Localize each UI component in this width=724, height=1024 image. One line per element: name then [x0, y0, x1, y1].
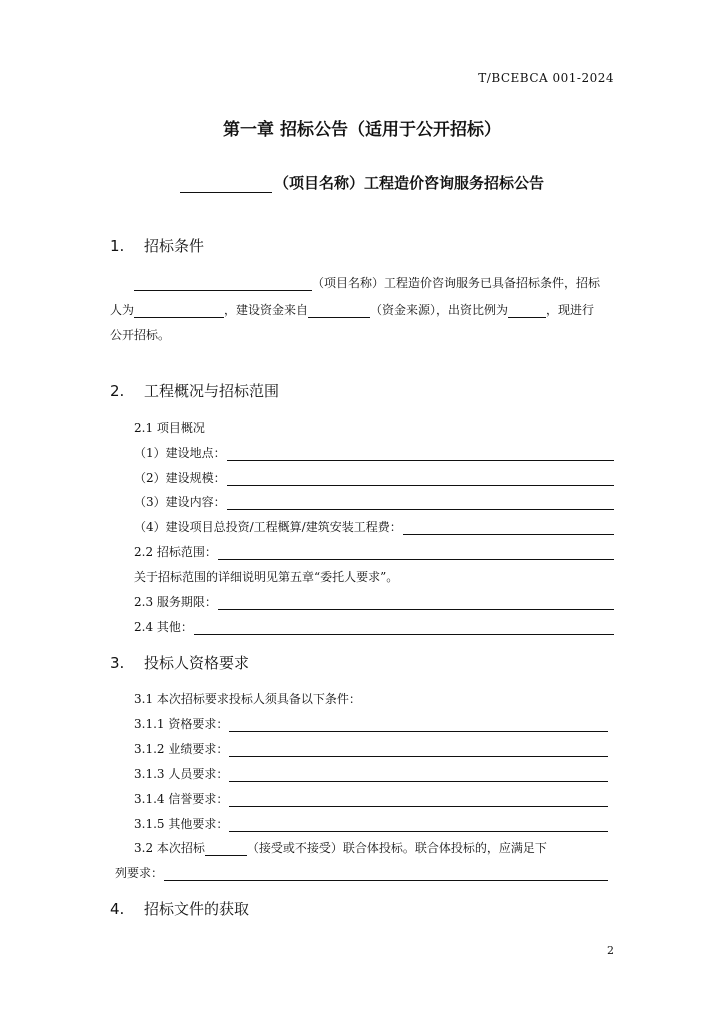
section-1-title: 招标条件: [144, 237, 205, 255]
tenderer-field: [134, 303, 224, 318]
section-4-heading: [110, 898, 249, 919]
item-content: [134, 493, 614, 510]
s1-line-3: 公开招标。: [110, 328, 171, 342]
section-2-title: 工程概况与招标范围: [144, 382, 280, 400]
sub-2-3-label: 2.3 服务期限：: [134, 595, 217, 609]
req-performance-line: [229, 742, 608, 757]
sub-2-3-line: [218, 595, 614, 610]
section-4-number: 4.: [110, 900, 125, 918]
section-3-number: 3.: [110, 654, 125, 672]
section-1-number: 1.: [110, 237, 125, 255]
s1-text-2a: 人为: [110, 303, 135, 317]
sub-3-2-line-1: [134, 839, 547, 856]
item-scale: [134, 469, 614, 486]
sub-2-4: [134, 618, 614, 635]
notice-title: （项目名称）工程造价咨询服务招标公告: [273, 174, 544, 192]
project-name-blank: [180, 176, 272, 193]
sub-3-2-text-b: （接受或不接受）联合体投标。联合体投标的，应满足下: [246, 841, 547, 855]
req-performance-label: 3.1.2 业绩要求：: [134, 742, 229, 756]
section-3-heading: [110, 652, 249, 673]
notice-title-line: [0, 172, 724, 193]
consortium-requirements-line: [164, 866, 608, 881]
sub-3-2-line-2: [115, 864, 608, 881]
standard-code: T/BCEBCA 001-2024: [478, 71, 614, 85]
req-performance: [134, 740, 608, 757]
req-qualification-line: [229, 717, 608, 732]
s1-text-1: （项目名称）工程造价咨询服务已具备招标条件，招标: [312, 276, 601, 290]
req-other-line: [229, 817, 608, 832]
req-other-label: 3.1.5 其他要求：: [134, 817, 229, 831]
section-2-number: 2.: [110, 382, 125, 400]
req-reputation-label: 3.1.4 信誉要求：: [134, 792, 229, 806]
funding-ratio-field: [508, 303, 546, 318]
req-other: [134, 815, 608, 832]
sub-3-2-text-c: 列要求：: [115, 866, 164, 880]
item-content-label: （3）建设内容：: [134, 495, 226, 509]
req-personnel: [134, 765, 608, 782]
sub-2-4-line: [194, 620, 614, 635]
s1-text-2d: ，现进行: [546, 303, 595, 317]
req-reputation-line: [229, 792, 608, 807]
item-scale-label: （2）建设规模：: [134, 471, 226, 485]
sub-3-2-text-a: 3.2 本次招标: [134, 841, 205, 855]
item-location: [134, 444, 614, 461]
sub-2-2: [134, 543, 614, 560]
chapter-title: 第一章 招标公告（适用于公开招标）: [223, 120, 501, 140]
section-4-title: 招标文件的获取: [144, 900, 250, 918]
item-scale-line: [227, 471, 614, 486]
sub-2-1: 2.1 项目概况: [134, 421, 205, 435]
page-number: 2: [607, 944, 614, 957]
req-personnel-label: 3.1.3 人员要求：: [134, 767, 229, 781]
sub-2-3: [134, 593, 614, 610]
section-2-heading: [110, 380, 279, 401]
item-investment-label: （4）建设项目总投资/工程概算/建筑安装工程费：: [134, 520, 402, 534]
s1-line-2: [110, 301, 594, 318]
item-location-line: [227, 446, 614, 461]
section-1-heading: [110, 235, 204, 256]
item-location-label: （1）建设地点：: [134, 446, 226, 460]
sub-2-2-line: [218, 545, 614, 560]
s1-line-1: [134, 274, 600, 291]
item-investment-line: [403, 520, 614, 535]
s1-text-2c: （资金来源），出资比例为: [370, 303, 509, 317]
sub-3-1: 3.1 本次招标要求投标人须具备以下条件：: [134, 692, 361, 706]
consortium-field: [205, 841, 247, 856]
item-content-line: [227, 495, 614, 510]
scope-note: 关于招标范围的详细说明见第五章“委托人要求”。: [134, 570, 399, 584]
funding-source-field: [308, 303, 370, 318]
section-3-title: 投标人资格要求: [144, 654, 250, 672]
sub-2-2-label: 2.2 招标范围：: [134, 545, 217, 559]
sub-2-4-label: 2.4 其他：: [134, 620, 193, 634]
req-reputation: [134, 790, 608, 807]
req-qualification-label: 3.1.1 资格要求：: [134, 717, 229, 731]
project-name-field: [134, 276, 312, 291]
item-investment: [134, 518, 614, 535]
req-qualification: [134, 715, 608, 732]
req-personnel-line: [229, 767, 608, 782]
s1-text-2b: ，建设资金来自: [224, 303, 309, 317]
